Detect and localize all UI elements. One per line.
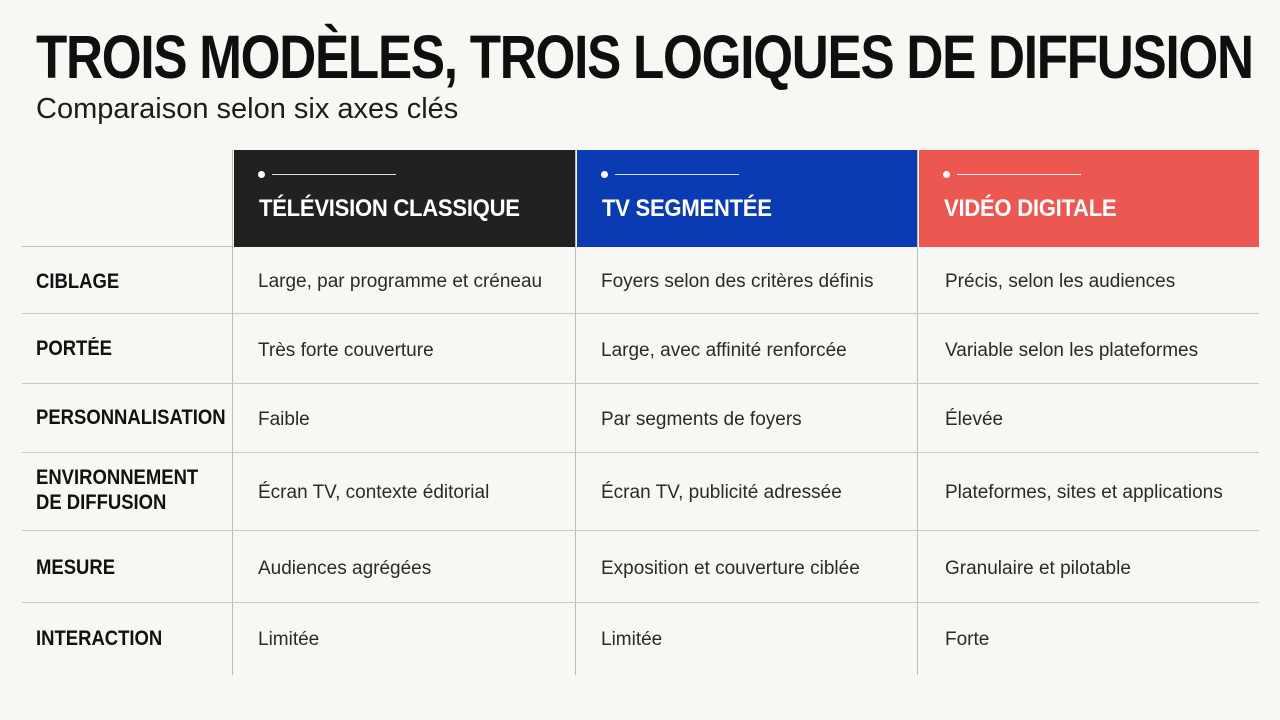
- header-rule: [272, 174, 396, 175]
- table-cell: Large, avec affinité renforcée: [601, 340, 847, 361]
- header-dot-icon: [943, 171, 950, 178]
- header-rule: [615, 174, 739, 175]
- row-label: PERSONNALISATION: [36, 406, 226, 429]
- row-label: CIBLAGE: [36, 270, 120, 293]
- table-cell: Précis, selon les audiences: [945, 271, 1176, 292]
- table-cell: Élevée: [945, 409, 1004, 430]
- table-row-interaction: [0, 603, 1280, 675]
- table-cell: Variable selon les plateformes: [945, 340, 1199, 361]
- table-cell: Large, par programme et créneau: [258, 271, 543, 292]
- column-header-tv-segmentee: [577, 150, 917, 247]
- row-label: INTERACTION: [36, 627, 163, 650]
- table-row-portee: [0, 314, 1280, 383]
- table-cell: Granulaire et pilotable: [945, 558, 1131, 579]
- row-label: DE DIFFUSION: [36, 491, 167, 514]
- table-cell: Forte: [945, 629, 990, 650]
- table-row-environnement: [0, 453, 1280, 530]
- row-label: MESURE: [36, 556, 116, 579]
- table-cell: Écran TV, contexte éditorial: [258, 482, 490, 503]
- table-cell: Limitée: [601, 629, 663, 650]
- header-rule: [957, 174, 1081, 175]
- column-header-television-classique: [234, 150, 575, 247]
- table-cell: Écran TV, publicité adressée: [601, 482, 842, 503]
- row-label: PORTÉE: [36, 337, 112, 360]
- table-cell: Foyers selon des critères définis: [601, 271, 874, 292]
- table-cell: Très forte couverture: [258, 340, 434, 361]
- table-row-personnalisation: [0, 384, 1280, 452]
- column-header-video-digitale: [919, 150, 1259, 247]
- column-header-label: TÉLÉVISION CLASSIQUE: [259, 195, 520, 222]
- header-dot-icon: [258, 171, 265, 178]
- row-label: ENVIRONNEMENT: [36, 466, 199, 489]
- page-title: TROIS MODÈLES, TROIS LOGIQUES DE DIFFUSION: [36, 23, 1253, 91]
- table-cell: Audiences agrégées: [258, 558, 432, 579]
- column-header-label: TV SEGMENTÉE: [602, 195, 772, 222]
- table-cell: Plateformes, sites et applications: [945, 482, 1223, 503]
- header-dot-icon: [601, 171, 608, 178]
- table-cell: Limitée: [258, 629, 320, 650]
- table-row-ciblage: [0, 247, 1280, 313]
- table-cell: Exposition et couverture ciblée: [601, 558, 860, 579]
- page-subtitle: Comparaison selon six axes clés: [36, 93, 459, 125]
- column-header-label: VIDÉO DIGITALE: [944, 195, 1117, 222]
- table-row-mesure: [0, 531, 1280, 602]
- table-cell: Par segments de foyers: [601, 409, 802, 430]
- table-cell: Faible: [258, 409, 310, 430]
